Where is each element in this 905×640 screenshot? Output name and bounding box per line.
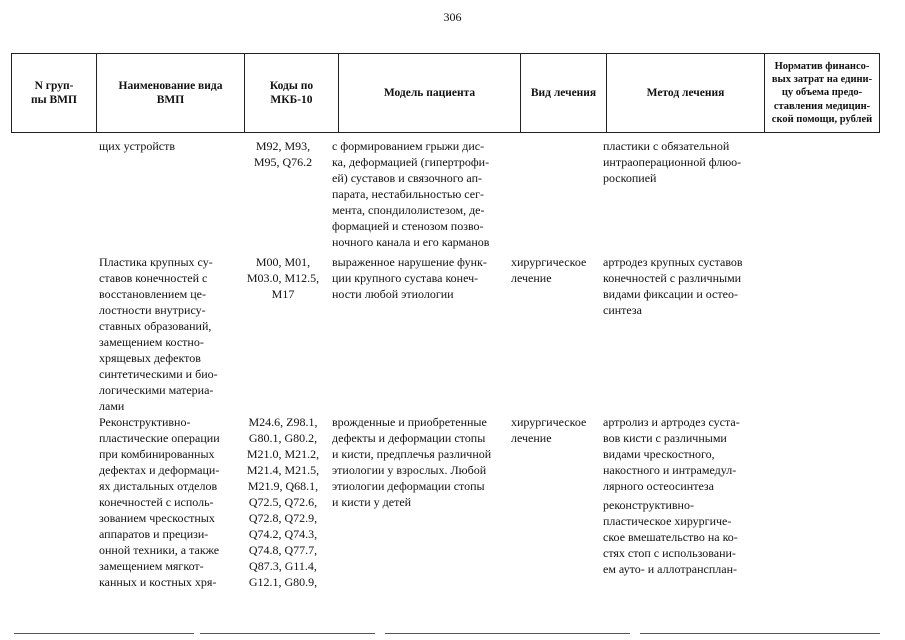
vmp-name-cell: Пластика крупных су- ставов конечностей с восстановлением це- лостности внутрису- ставных образований, замещением костно- хрящевых дефектов синтетическими и био- логическими материа- лами (99, 255, 218, 413)
treatment-type-cell: хирургическое лечение (511, 415, 587, 445)
header-treatment-type: Вид лечения (521, 54, 607, 132)
vmp-name-cell: щих устройств (99, 139, 176, 153)
treatment-method-cell: артродез крупных суставов конечностей с различными видами фиксации и остео- синтеза (603, 255, 743, 317)
table-header (11, 53, 880, 133)
vmp-name-cell: Реконструктивно- пластические операции при комбинированных дефектах и деформаци- ях дистальных отделов конечностей с исполь- зованием чрескостных аппаратов и прецизи- онной техники, а также замещением мягкот- канных и костных хря- (99, 415, 220, 589)
page-number: 306 (443, 10, 462, 24)
treatment-method-cell: артролиз и артродез суста- вов кисти с различными видами чрескостного, накостного и интрамедул- лярного остеосинтеза (603, 415, 740, 493)
header-icd-codes: Коды по МКБ-10 (245, 54, 339, 132)
treatment-method-cell: реконструктивно- пластическое хирургиче- ское вмешательство на ко- стях стоп с использовани- ем ауто- и аллотрансплан- (603, 498, 738, 576)
page-edge-line (385, 633, 630, 634)
header-vmp-name: Наименование вида ВМП (97, 54, 245, 132)
treatment-type-cell: хирургическое лечение (511, 255, 587, 285)
icd-codes-cell: M24.6, Z98.1, G80.1, G80.2, M21.0, M21.2, M21.4, M21.5, M21.9, Q68.1, Q72.5, Q72.6, Q72.8, Q72.9, Q74.2, Q74.3, Q74.8, Q77.7, Q87.3, G11.4, G12.1, G80.9, (246, 415, 320, 589)
header-treatment-method: Метод лечения (607, 54, 765, 132)
header-cost-norm: Норматив финансо- вых затрат на едини- цу объема предо- ставления медицин- ской помощи, рублей (771, 60, 873, 125)
icd-codes-cell: M92, M93, M95, Q76.2 (253, 139, 313, 169)
patient-model-cell: выраженное нарушение функ- ции крупного сустава конеч- ности любой этиологии (332, 255, 487, 301)
patient-model-cell: врожденные и приобретенные дефекты и деформации стопы и кисти, предплечья различной этиологии у взрослых. Любой этиологии деформации стопы и кисти у детей (332, 415, 492, 509)
icd-codes-cell: M00, M01, M03.0, M12.5, M17 (246, 255, 320, 301)
page-edge-line (640, 633, 880, 634)
treatment-method-cell: пластики с обязательной интраоперационной флюо- роскопией (603, 139, 742, 185)
page-edge-line (14, 633, 194, 634)
header-patient-model: Модель пациента (339, 54, 521, 132)
page-edge-line (200, 633, 375, 634)
header-group-number: N груп- пы ВМП (12, 54, 97, 132)
patient-model-cell: с формированием грыжи дис- ка, деформацией (гипертрофи- ей) суставов и связочного ап- парата, нестабильностью сег- мента, спондилолистезом, де- формацией и стенозом позво- ночного канала и его карманов (332, 139, 490, 249)
